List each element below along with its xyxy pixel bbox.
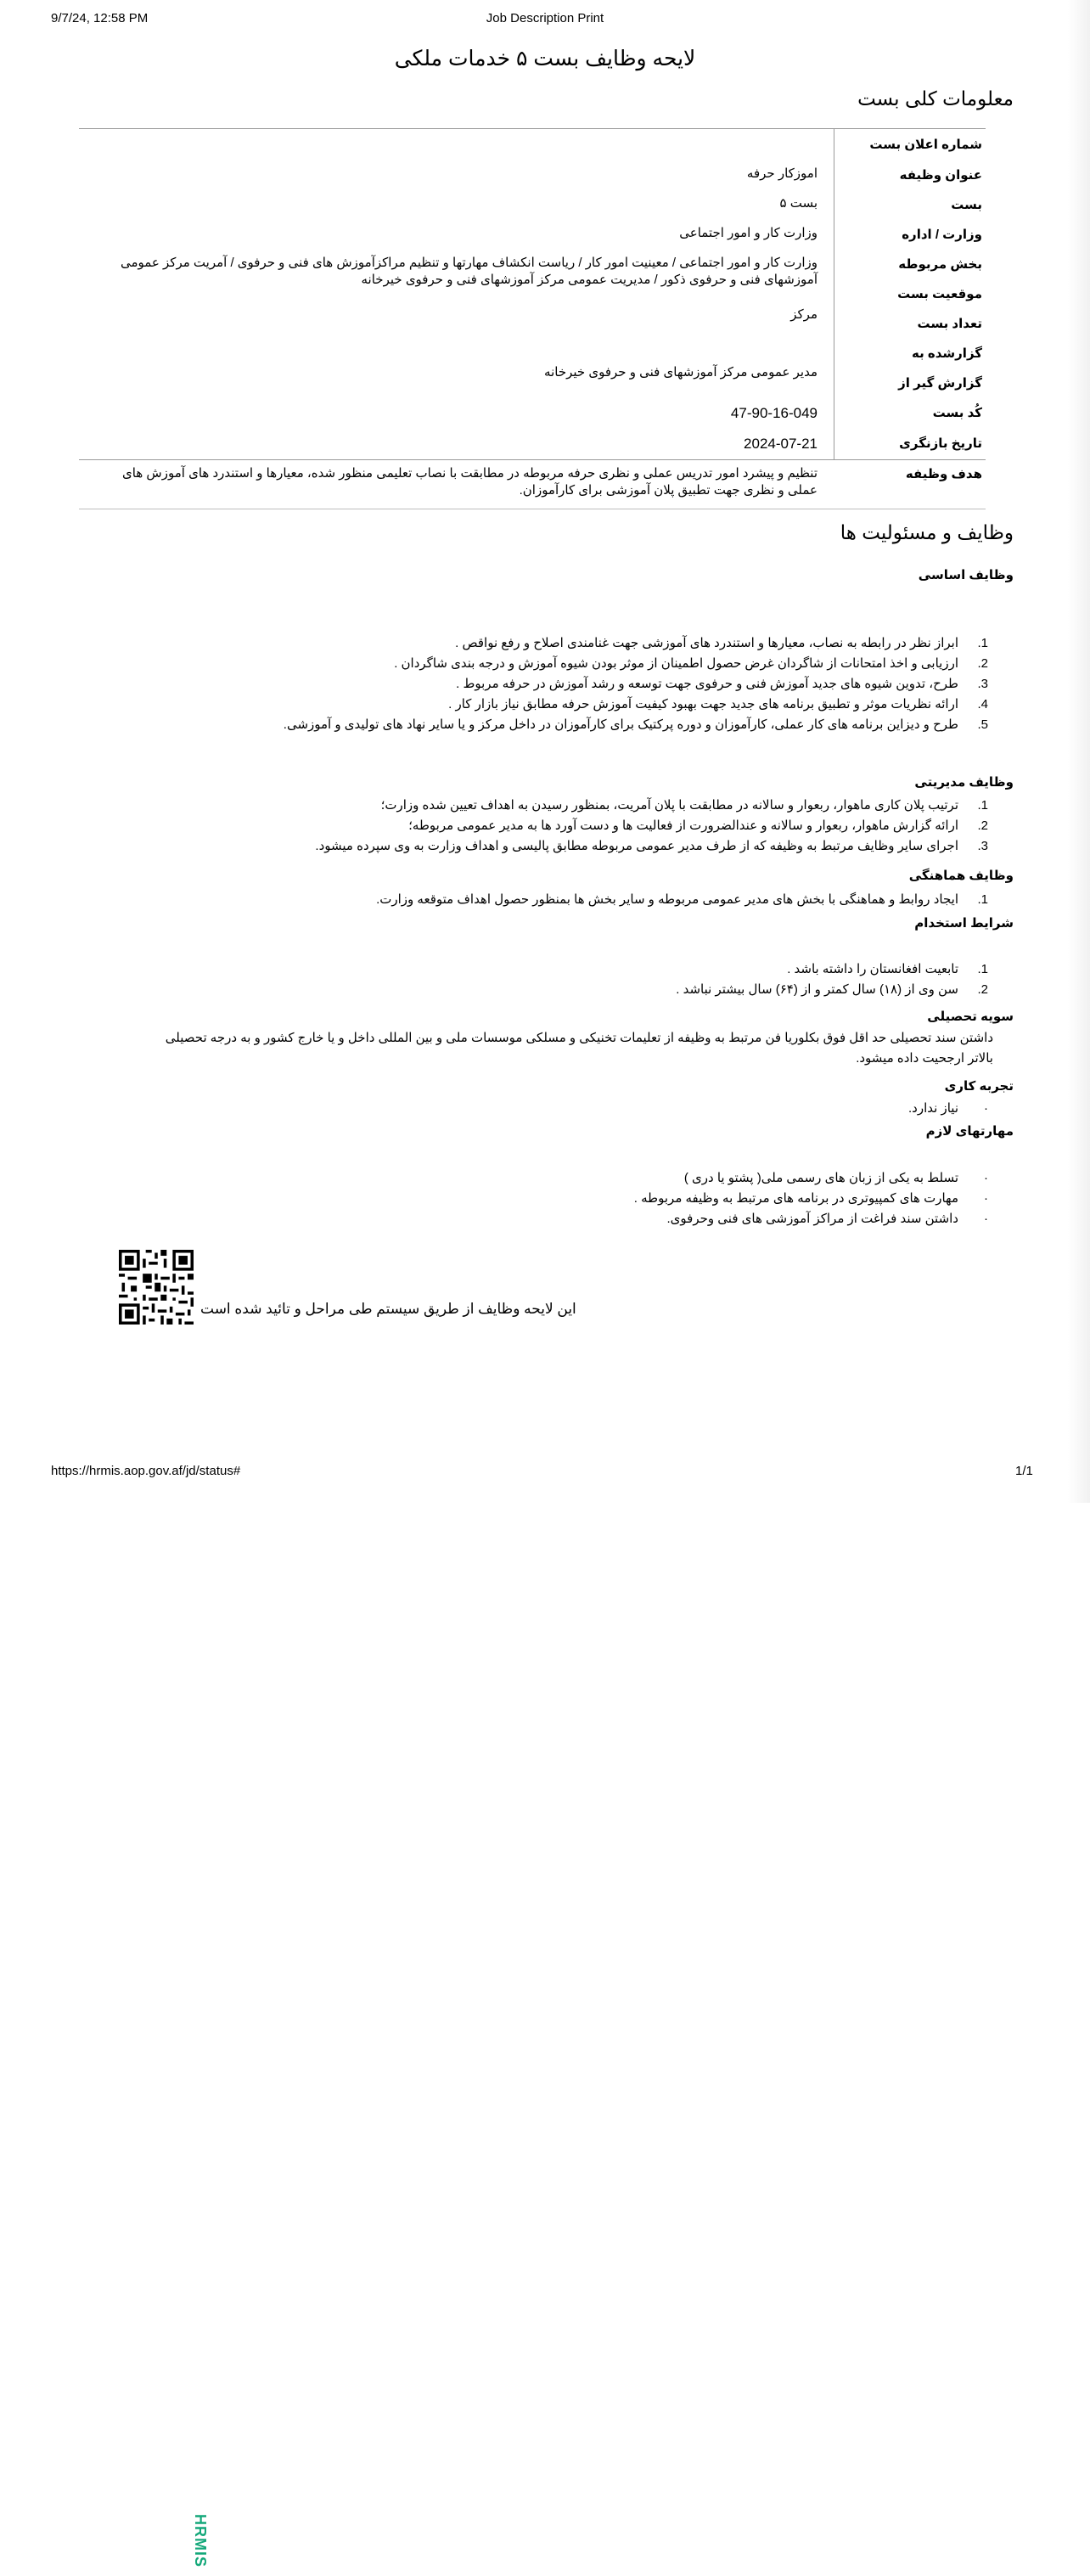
print-page-number: 1/1	[1015, 1464, 1033, 1478]
list-item: 2. ارزیابی و اخذ امتحانات از شاگردان غرض حصول اطمینان از موثر بودن شیوه آموزش و درجه بندی شاگردان .	[394, 656, 988, 671]
label-job-title: عنوان وظیفه	[899, 168, 982, 183]
skills-heading: مهارتهای لازم	[925, 1124, 1014, 1139]
list-item: 5. طرح و دیزاین برنامه های کار عملی، کارآموزان و دوره پرکتیک برای کارآموزان در داخل مرکز و یا سایر نهاد های تولیدی و آموزشی.	[283, 717, 988, 732]
experience-list	[908, 1099, 988, 1119]
core-duties-heading: وظایف اساسی	[918, 568, 1014, 582]
value-department: وزارت کار و امور اجتماعی / معینیت امور کار / ریاست انکشاف مهارتها و تنظیم مراکزآموزش های فنی و حرفوی / آمریت مرکز عمومی آموزشهای فنی و حرفوی ذکور / مدیریت عمومی مرکز آموزشهای فنی و حرفوی خیرخانه	[120, 256, 818, 287]
info-labels-column	[834, 129, 986, 459]
list-item: · نیاز ندارد.	[908, 1101, 988, 1116]
list-item: 3. اجرای سایر وظایف مرتبط به وظیفه که از طرف مدیر عمومی مربوطه مطابق پالیسی و اهداف وزارت به وی سپرده میشود.	[315, 839, 988, 853]
list-item: 3. طرح، تدوین شیوه های جدید آموزش فنی و حرفوی جهت توسعه و رشد آموزش در حرفه مربوط .	[456, 677, 988, 691]
label-announcement-number: شماره اعلان بست	[869, 138, 982, 152]
label-post-code: کُد بست	[932, 406, 982, 420]
employment-conditions-heading: شرایط استخدام	[914, 916, 1014, 931]
list-item: 1. ایجاد روابط و هماهنگی با بخش های مدیر عمومی مربوطه و سایر بخش ها بمنظور حصول اهداف متوقعه وزارت.	[376, 892, 988, 907]
employment-conditions-list	[676, 959, 988, 1000]
list-item: · داشتن سند فراغت از مراکز آموزشی های فنی وحرفوی.	[666, 1212, 988, 1226]
print-header-title: Job Description Print	[486, 11, 604, 25]
approval-note: این لایحه وظایف از طریق سیستم طی مراحل و تائید شده است	[200, 1301, 576, 1317]
value-location: مرکز	[790, 307, 818, 322]
label-location: موقعیت بست	[897, 287, 982, 301]
document-title: لایحه وظایف بست ۵ خدمات ملکی	[394, 47, 696, 70]
print-datetime: 9/7/24, 12:58 PM	[51, 11, 149, 25]
value-grade: بست ۵	[779, 196, 818, 211]
list-item: · مهارت های کمپیوتری در برنامه های مرتبط به وظیفه مربوطه .	[633, 1191, 988, 1206]
value-review-date: 2024-07-21	[744, 436, 818, 452]
education-text: داشتن سند تحصیلی حد اقل فوق بکلوریا فن مرتبط به وظیفه از تعلیمات تخنیکی و مسلکی موسسات ملی و بین المللی داخل و یا خارج کشور و به درجه تحصیلی بالاتر ارجحیت داده میشود.	[165, 1031, 993, 1066]
list-item: 4. ارائه نظریات موثر و تطبیق برنامه های جدید جهت بهبود کیفیت آموزش حرفه مطابق نیاز بازار کار .	[448, 697, 988, 711]
label-reports-from: گزارش گیر از	[898, 376, 982, 391]
label-post-count: تعداد بست	[917, 317, 982, 331]
skills-list	[634, 1168, 988, 1229]
list-item: 1. تابعیت افغانستان را داشته باشد .	[787, 962, 988, 976]
general-info-heading: معلومات کلی بست	[857, 87, 1014, 110]
label-grade: بست	[951, 198, 982, 212]
general-info-table	[79, 128, 986, 459]
list-item: 1. ترتیب پلان کاری ماهوار، ربعوار و سالانه در مطابقت با پلان آمریت، بمنظور رسیدن به اهداف تعیین شده وزارت؛	[380, 798, 988, 813]
hrmis-logo: HRMIS	[192, 2513, 209, 2568]
job-purpose-text: تنظیم و پیشرد امور تدریس عملی و نظری حرفه مربوطه در مطابقت با نصاب تعلیمی منظور شده، معیارها و استندرد های آموزش های عملی و نظری جهت تطبیق پلان آموزشی برای کارآموزان.	[122, 466, 818, 498]
label-reports-to: گزارشده به	[912, 346, 982, 361]
label-ministry: وزارت / اداره	[902, 228, 982, 242]
value-reports-to: مدیر عمومی مرکز آموزشهای فنی و حرفوی خیرخانه	[544, 365, 818, 380]
list-item: 2. سن وی از (۱۸) سال کمتر و از (۶۴) سال بیشتر نباشد .	[676, 982, 988, 997]
management-duties-list	[315, 796, 988, 857]
label-department: بخش مربوطه	[898, 257, 982, 272]
job-purpose-label: هدف وظیفه	[905, 467, 982, 481]
value-ministry: وزارت کار و امور اجتماعی	[679, 226, 818, 240]
education-heading: سویه تحصیلی	[927, 1010, 1014, 1024]
page-edge-shadow	[1068, 0, 1090, 1503]
list-item: 1. ابراز نظر در رابطه به نصاب، معیارها و استندرد های آموزشی جهت غنامندی اصلاح و رفع نواقص .	[455, 636, 988, 650]
job-purpose-row	[79, 459, 986, 509]
value-job-title: اموزکار حرفه	[746, 166, 818, 181]
list-item: · تسلط به یکی از زبان های رسمی ملی( پشتو یا دری )	[683, 1171, 988, 1185]
coordination-duties-heading: وظایف هماهنگی	[908, 869, 1014, 883]
label-review-date: تاریخ بازنگری	[899, 436, 982, 451]
management-duties-heading: وظایف مدیریتی	[914, 775, 1014, 790]
qr-code-icon	[119, 1250, 194, 1325]
duties-heading: وظایف و مسئولیت ها	[840, 521, 1014, 543]
experience-heading: تجربه کاری	[944, 1079, 1014, 1094]
list-item: 2. ارائه گزارش ماهوار، ربعوار و سالانه و عندالضرورت از فعالیت ها و دست آورد ها به مدیر عمومی مربوطه؛	[408, 818, 988, 833]
print-footer-url: https://hrmis.aop.gov.af/jd/status#	[51, 1464, 241, 1478]
core-duties-list	[284, 633, 988, 735]
coordination-duties-list	[376, 890, 988, 910]
value-post-code: 47-90-16-049	[730, 405, 818, 421]
